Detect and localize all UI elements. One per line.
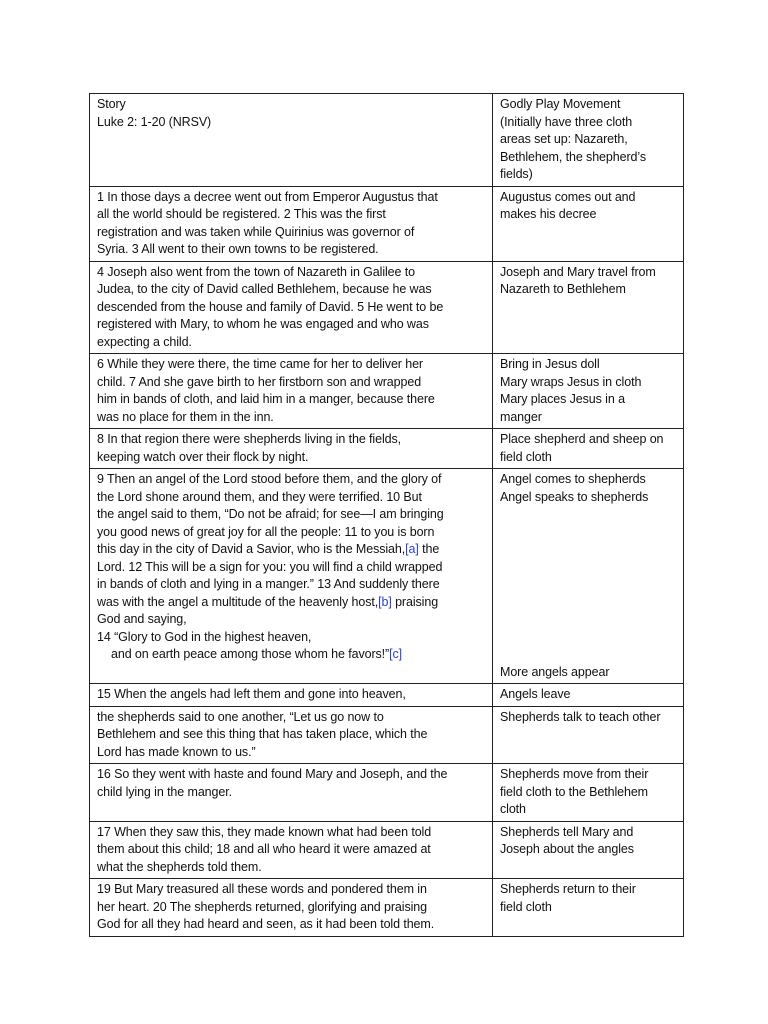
story-line: Lord. 12 This will be a sign for you: you will find a child wrapped: [97, 559, 443, 574]
story-text: and on earth peace among those whom he favors!”: [111, 647, 390, 661]
story-line: 14 “Glory to God in the highest heaven,: [97, 629, 312, 644]
story-text: the: [418, 542, 440, 556]
movement-header-line: areas set up: Nazareth,: [500, 132, 628, 146]
story-line: her heart. 20 The shepherds returned, glorifying and praising: [97, 899, 427, 914]
story-line: 6 While they were there, the time came for her to deliver her: [97, 357, 423, 371]
movement-cell: [493, 764, 684, 822]
story-line: expecting a child.: [97, 334, 192, 349]
story-text: praising: [391, 594, 439, 609]
story-line: Lord has made known to us.”: [97, 744, 256, 759]
story-cell: [90, 879, 493, 937]
story-cell: [90, 764, 493, 822]
table-row: [90, 879, 684, 937]
movement-header-cell: [493, 94, 684, 187]
movement-line: Mary places Jesus in a: [500, 392, 625, 406]
story-line: child. 7 And she gave birth to her firstborn son and wrapped: [97, 374, 422, 389]
movement-line: Shepherds talk to teach other: [500, 709, 661, 724]
movement-line: Shepherds move from their: [500, 767, 649, 781]
spacer: [97, 664, 486, 682]
story-text: this day in the city of David a Savior, who is the Messiah,: [97, 542, 406, 556]
story-line: 19 But Mary treasured all these words and pondered them in: [97, 882, 427, 896]
movement-cell: [493, 469, 684, 684]
movement-line: Angel speaks to shepherds: [500, 489, 649, 504]
movement-line: Nazareth to Bethlehem: [500, 282, 626, 296]
story-line: 4 Joseph also went from the town of Nazareth in Galilee to: [97, 264, 415, 279]
movement-header-line: (Initially have three cloth: [500, 114, 633, 129]
story-line: God for all they had heard and seen, as it had been told them.: [97, 917, 435, 931]
story-table: [89, 93, 684, 937]
story-reference: Luke 2: 1-20 (NRSV): [97, 114, 212, 129]
table-row: [90, 469, 684, 684]
movement-line: Angels leave: [500, 687, 571, 701]
movement-line: Shepherds return to their: [500, 882, 636, 896]
story-line: Syria. 3 All went to their own towns to be registered.: [97, 242, 379, 256]
story-line: 16 So they went with haste and found Mary and Joseph, and the: [97, 767, 448, 781]
movement-line: Mary wraps Jesus in cloth: [500, 374, 642, 389]
movement-cell: [493, 684, 684, 707]
table-row: [90, 186, 684, 261]
story-line: registration and was taken while Quirinius was governor of: [97, 224, 415, 239]
movement-cell: [493, 354, 684, 429]
story-cell: [90, 469, 493, 684]
movement-line: field cloth: [500, 449, 552, 464]
table-header-row: [90, 94, 684, 187]
movement-cell: [493, 706, 684, 764]
story-line: you good news of great joy for all the people: 11 to you is born: [97, 524, 435, 539]
movement-cell: [493, 261, 684, 354]
table-row: [90, 684, 684, 707]
table-row: [90, 821, 684, 879]
movement-line: Joseph and Mary travel from: [500, 264, 656, 279]
story-line: registered with Mary, to whom he was engaged and who was: [97, 317, 429, 331]
story-cell: [90, 354, 493, 429]
story-line: them about this child; 18 and all who heard it were amazed at: [97, 842, 431, 856]
story-line: the Lord shone around them, and they were terrified. 10 But: [97, 489, 422, 504]
story-line: keeping watch over their flock by night.: [97, 449, 309, 464]
movement-line: Shepherds tell Mary and: [500, 824, 634, 839]
story-label: Story: [97, 97, 126, 111]
story-line: [97, 541, 486, 559]
table-row: [90, 706, 684, 764]
story-cell: [90, 684, 493, 707]
story-line: the shepherds said to one another, “Let us go now to: [97, 709, 384, 724]
movement-line: Augustus comes out and: [500, 189, 636, 204]
story-line: him in bands of cloth, and laid him in a manger, because there: [97, 392, 435, 406]
movement-header-line: Bethlehem, the shepherd’s: [500, 149, 646, 164]
movement-line: Place shepherd and sheep on: [500, 432, 664, 446]
story-line: in bands of cloth and lying in a manger.” 13 And suddenly there: [97, 577, 440, 591]
story-cell: [90, 429, 493, 469]
story-line: the angel said to them, “Do not be afraid; for see—I am bringing: [97, 507, 444, 521]
story-cell: [90, 186, 493, 261]
story-line: 15 When the angels had left them and gone into heaven,: [97, 687, 406, 701]
story-line: descended from the house and family of David. 5 He went to be: [97, 299, 444, 314]
story-cell: [90, 261, 493, 354]
story-line: was no place for them in the inn.: [97, 409, 274, 424]
footnote-link-c[interactable]: [c]: [389, 647, 403, 661]
movement-header-line: fields): [500, 167, 533, 181]
story-text: was with the angel a multitude of the heavenly host,: [97, 594, 379, 609]
story-line: what the shepherds told them.: [97, 859, 262, 874]
story-cell: [90, 821, 493, 879]
table-row: [90, 429, 684, 469]
movement-line: cloth: [500, 802, 526, 816]
story-header-cell: [90, 94, 493, 187]
story-line: [97, 594, 486, 612]
table-row: [90, 261, 684, 354]
movement-header-line: Godly Play Movement: [500, 97, 621, 111]
movement-cell: [493, 186, 684, 261]
footnote-link-b[interactable]: [b]: [378, 594, 392, 609]
story-line: 1 In those days a decree went out from Emperor Augustus that: [97, 189, 438, 204]
movement-cell: [493, 821, 684, 879]
movement-line: manger: [500, 409, 542, 424]
story-line: 8 In that region there were shepherds living in the fields,: [97, 432, 402, 446]
movement-line: field cloth to the Bethlehem: [500, 784, 648, 799]
story-line: all the world should be registered. 2 This was the first: [97, 207, 386, 221]
table-row: [90, 764, 684, 822]
story-line: Judea, to the city of David called Bethlehem, because he was: [97, 282, 432, 296]
movement-cell: [493, 429, 684, 469]
story-line: [97, 646, 486, 664]
movement-line: Bring in Jesus doll: [500, 357, 600, 371]
footnote-link-a[interactable]: [a]: [405, 542, 419, 556]
story-line: child lying in the manger.: [97, 784, 232, 799]
movement-line: Joseph about the angles: [500, 842, 634, 856]
story-line: 17 When they saw this, they made known what had been told: [97, 824, 432, 839]
story-line: Bethlehem and see this thing that has taken place, which the: [97, 727, 428, 741]
movement-line: Angel comes to shepherds: [500, 472, 646, 486]
movement-line: More angels appear: [500, 664, 610, 679]
movement-line: field cloth: [500, 899, 552, 914]
story-cell: [90, 706, 493, 764]
story-line: 9 Then an angel of the Lord stood before them, and the glory of: [97, 472, 442, 486]
story-line: God and saying,: [97, 612, 187, 626]
table-row: [90, 354, 684, 429]
movement-cell: [493, 879, 684, 937]
movement-line: makes his decree: [500, 207, 597, 221]
